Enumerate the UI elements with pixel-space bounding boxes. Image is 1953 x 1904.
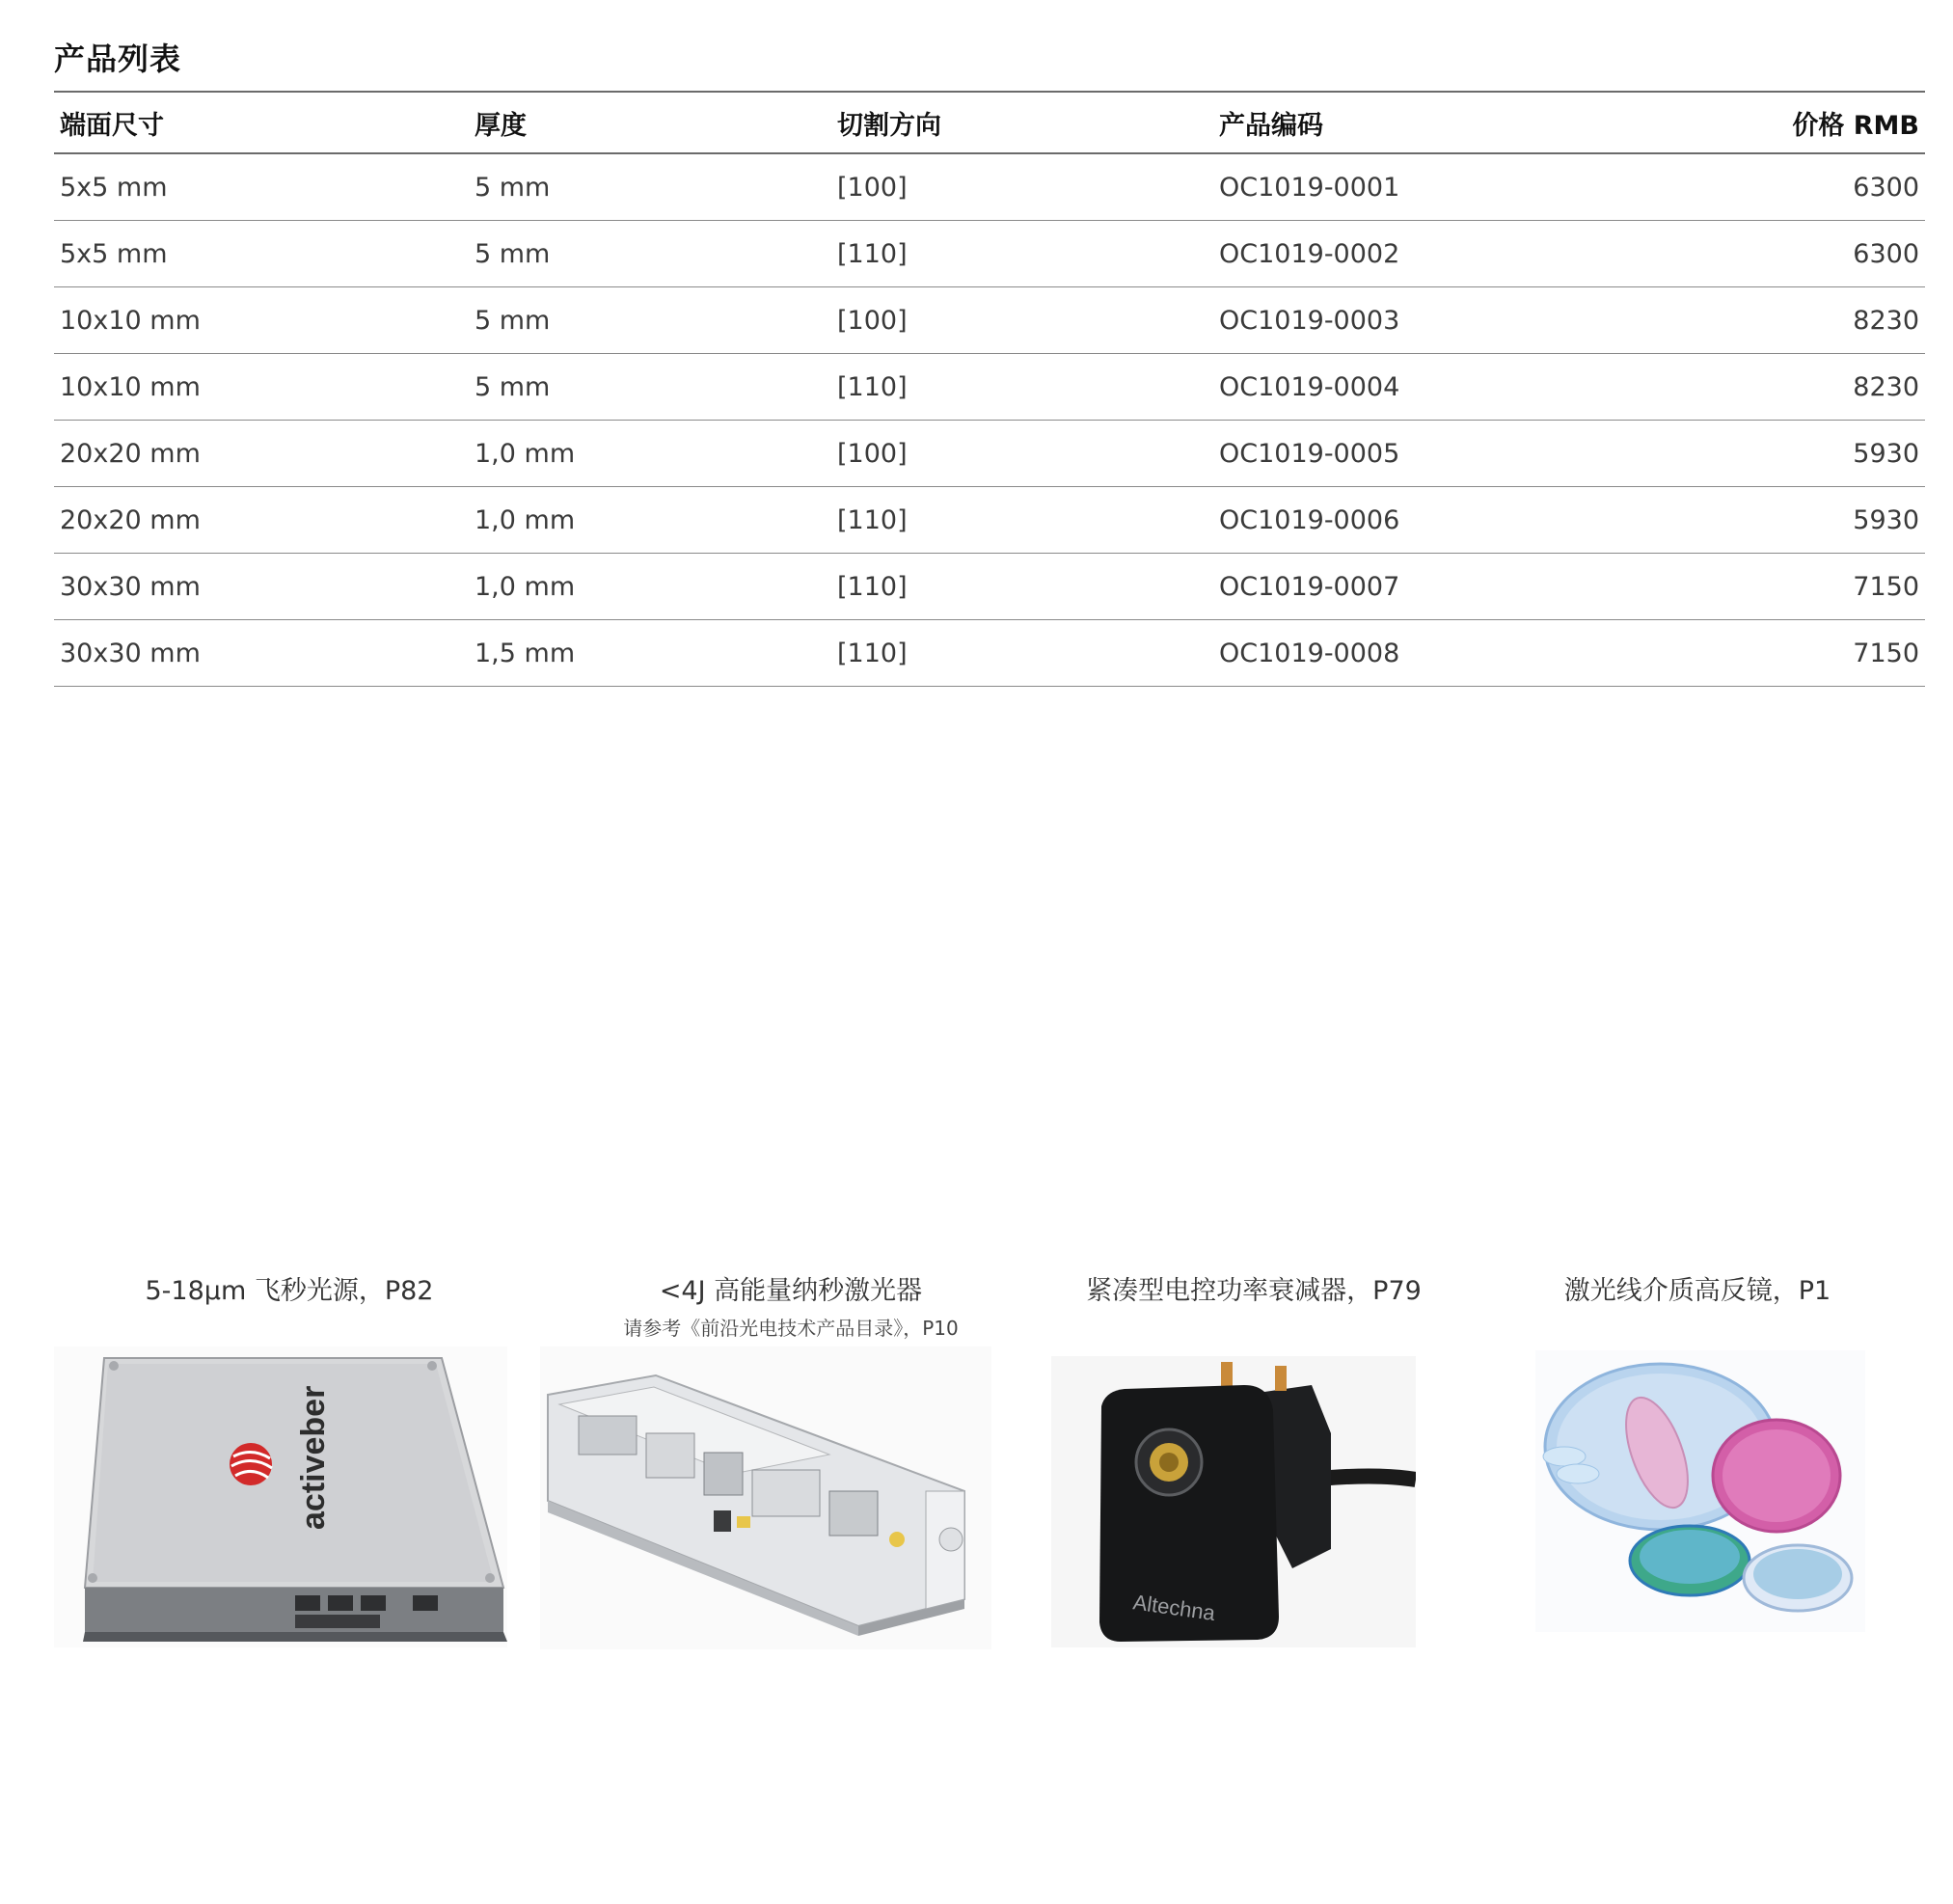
cell-thickness: 5 mm (469, 221, 831, 287)
cell-code: OC1019-0005 (1213, 421, 1630, 487)
gallery-caption: 紧凑型电控功率衰减器，P79 (1086, 1276, 1422, 1306)
cell-code: OC1019-0007 (1213, 554, 1630, 620)
cell-code: OC1019-0001 (1213, 153, 1630, 221)
cell-code: OC1019-0002 (1213, 221, 1630, 287)
header-cut-direction: 切割方向 (831, 92, 1213, 153)
cell-thickness: 1,0 mm (469, 554, 831, 620)
gallery-caption: 激光线介质高反镜，P1 (1563, 1276, 1831, 1306)
cell-price: 6300 (1630, 153, 1925, 221)
ns-laser-photo (540, 1346, 991, 1649)
cell-thickness: 1,5 mm (469, 620, 831, 687)
cell-direction: [100] (831, 421, 1213, 487)
header-price: 价格 RMB (1630, 92, 1925, 153)
table-row (54, 620, 1925, 687)
cell-thickness: 5 mm (469, 153, 831, 221)
gallery-item-attenuator (1022, 1269, 1485, 1307)
gallery-caption: <4J 高能量纳秒激光器 (659, 1276, 923, 1306)
cell-price: 7150 (1630, 620, 1925, 687)
cell-direction: [110] (831, 221, 1213, 287)
gallery-item-fs-source (58, 1269, 521, 1307)
cell-size: 30x30 mm (54, 620, 469, 687)
cell-size: 10x10 mm (54, 354, 469, 421)
cell-thickness: 5 mm (469, 287, 831, 354)
cell-price: 8230 (1630, 354, 1925, 421)
cell-direction: [110] (831, 354, 1213, 421)
gallery-subcaption: 请参考《前沿光电技术产品目录》，P10 (623, 1317, 959, 1340)
header-end-face-size: 端面尺寸 (54, 92, 469, 153)
cell-price: 8230 (1630, 287, 1925, 354)
cell-size: 5x5 mm (54, 153, 469, 221)
cell-thickness: 5 mm (469, 354, 831, 421)
brand-logo-text: activeber (295, 1385, 332, 1530)
cell-price: 7150 (1630, 554, 1925, 620)
table-row (54, 153, 1925, 221)
cell-price: 5930 (1630, 487, 1925, 554)
table-row (54, 487, 1925, 554)
cell-size: 30x30 mm (54, 554, 469, 620)
cell-size: 20x20 mm (54, 421, 469, 487)
page-title: 产品列表 (54, 41, 182, 77)
mirrors-photo (1535, 1350, 1865, 1632)
gallery-item-mirrors (1466, 1269, 1929, 1307)
product-table (54, 91, 1925, 687)
table-row (54, 554, 1925, 620)
cell-size: 5x5 mm (54, 221, 469, 287)
cell-direction: [100] (831, 153, 1213, 221)
table-row (54, 421, 1925, 487)
cell-direction: [110] (831, 620, 1213, 687)
cell-price: 5930 (1630, 421, 1925, 487)
cell-price: 6300 (1630, 221, 1925, 287)
header-product-code: 产品编码 (1213, 92, 1630, 153)
cell-code: OC1019-0003 (1213, 287, 1630, 354)
table-row (54, 287, 1925, 354)
table-row (54, 354, 1925, 421)
cell-code: OC1019-0006 (1213, 487, 1630, 554)
table-header-row (54, 92, 1925, 153)
cell-size: 20x20 mm (54, 487, 469, 554)
fs-source-photo (54, 1346, 507, 1647)
attenuator-photo (1051, 1356, 1416, 1647)
cell-direction: [110] (831, 554, 1213, 620)
brand-logo-text: Altechna (1131, 1590, 1217, 1626)
gallery-item-ns-laser (521, 1269, 1061, 1341)
cell-direction: [100] (831, 287, 1213, 354)
cell-thickness: 1,0 mm (469, 421, 831, 487)
cell-size: 10x10 mm (54, 287, 469, 354)
cell-code: OC1019-0008 (1213, 620, 1630, 687)
table-row (54, 221, 1925, 287)
header-thickness: 厚度 (469, 92, 831, 153)
gallery-caption: 5-18μm 飞秒光源，P82 (145, 1276, 434, 1306)
cell-direction: [110] (831, 487, 1213, 554)
cell-thickness: 1,0 mm (469, 487, 831, 554)
cell-code: OC1019-0004 (1213, 354, 1630, 421)
